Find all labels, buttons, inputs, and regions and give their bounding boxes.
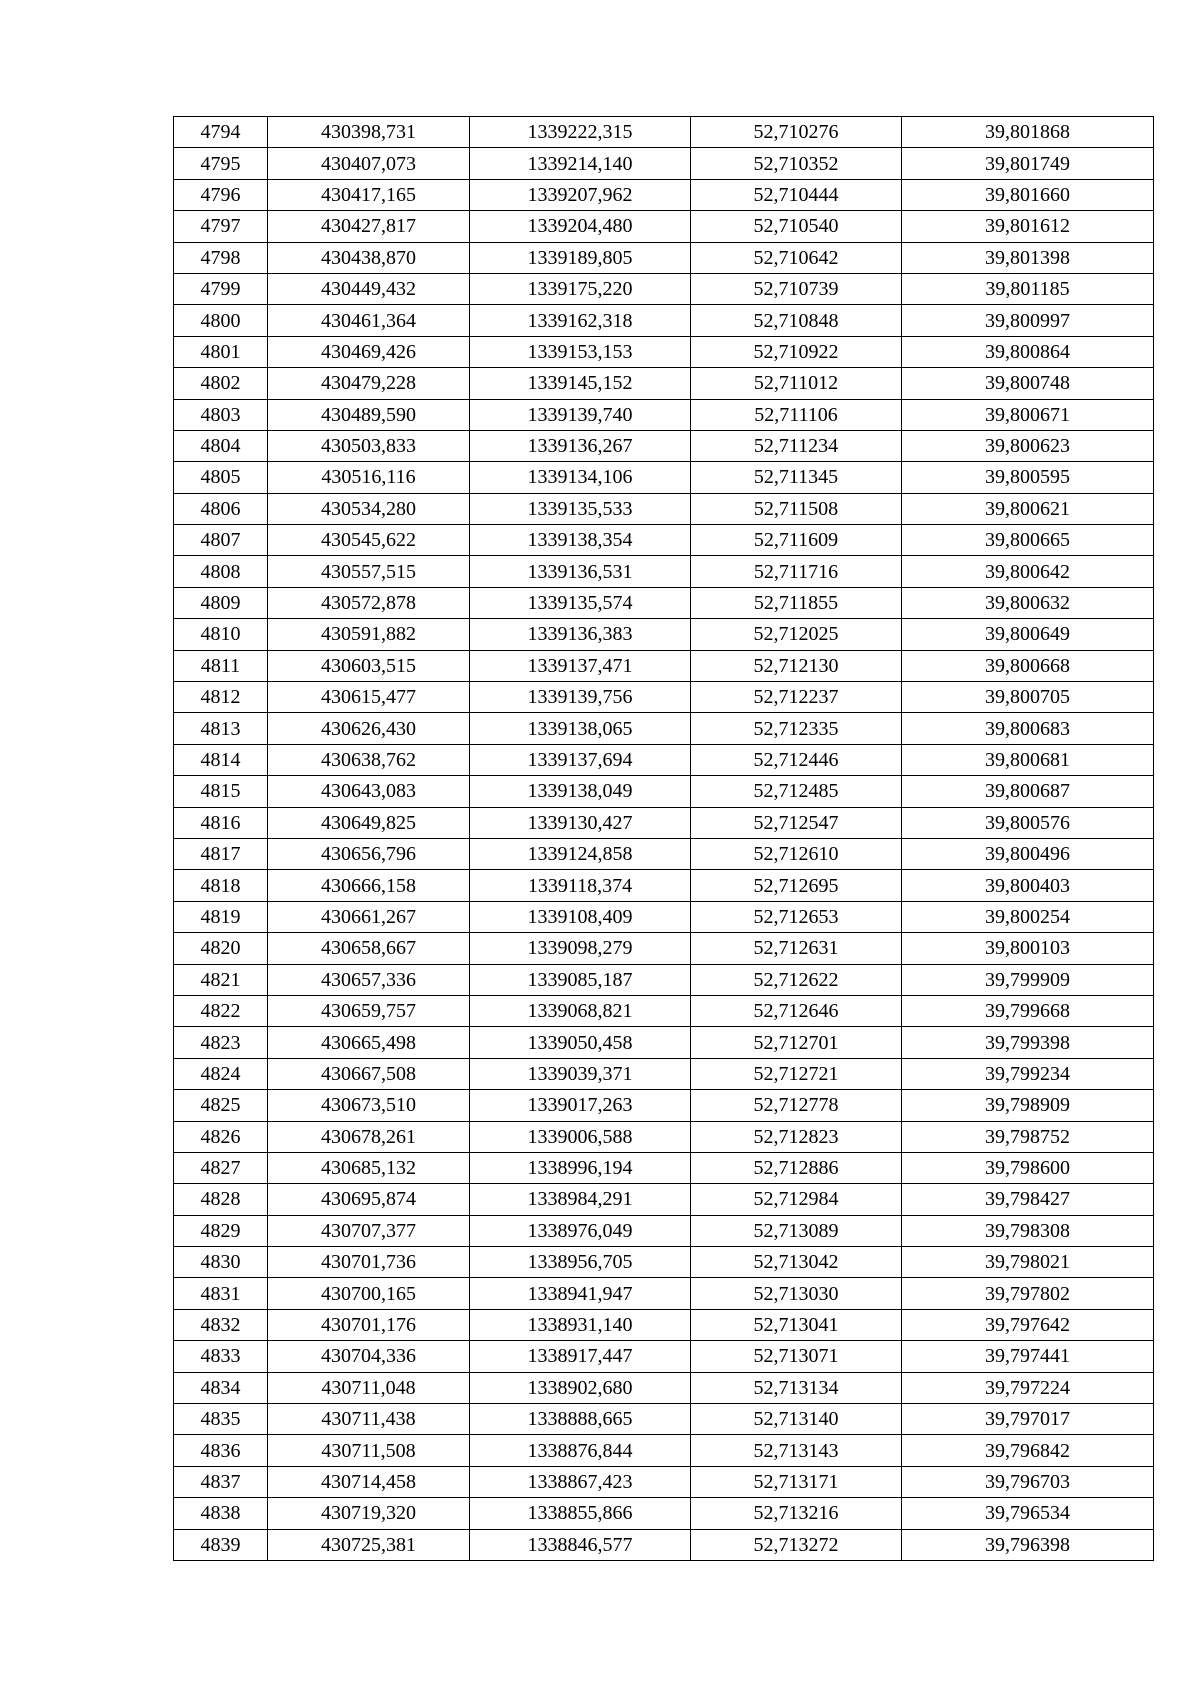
table-row xyxy=(174,964,1154,995)
point-number-cell: 4796 xyxy=(174,179,268,210)
latitude-cell: 52,710444 xyxy=(691,179,902,210)
latitude-cell: 52,713171 xyxy=(691,1466,902,1497)
longitude-cell: 39,797017 xyxy=(902,1404,1154,1435)
x-coordinate-cell: 430615,477 xyxy=(268,682,470,713)
longitude-cell: 39,800595 xyxy=(902,462,1154,493)
x-coordinate-cell: 430704,336 xyxy=(268,1341,470,1372)
y-coordinate-cell: 1339118,374 xyxy=(470,870,691,901)
latitude-cell: 52,712984 xyxy=(691,1184,902,1215)
y-coordinate-cell: 1339068,821 xyxy=(470,995,691,1026)
longitude-cell: 39,800576 xyxy=(902,807,1154,838)
point-number-cell: 4837 xyxy=(174,1466,268,1497)
point-number-cell: 4822 xyxy=(174,995,268,1026)
latitude-cell: 52,710922 xyxy=(691,336,902,367)
point-number-cell: 4794 xyxy=(174,117,268,148)
longitude-cell: 39,800403 xyxy=(902,870,1154,901)
longitude-cell: 39,801185 xyxy=(902,273,1154,304)
longitude-cell: 39,797642 xyxy=(902,1309,1154,1340)
table-row xyxy=(174,1278,1154,1309)
latitude-cell: 52,712886 xyxy=(691,1152,902,1183)
longitude-cell: 39,801868 xyxy=(902,117,1154,148)
longitude-cell: 39,798600 xyxy=(902,1152,1154,1183)
x-coordinate-cell: 430701,176 xyxy=(268,1309,470,1340)
latitude-cell: 52,711345 xyxy=(691,462,902,493)
longitude-cell: 39,796703 xyxy=(902,1466,1154,1497)
table-row xyxy=(174,1435,1154,1466)
point-number-cell: 4827 xyxy=(174,1152,268,1183)
y-coordinate-cell: 1339085,187 xyxy=(470,964,691,995)
x-coordinate-cell: 430665,498 xyxy=(268,1027,470,1058)
point-number-cell: 4834 xyxy=(174,1372,268,1403)
x-coordinate-cell: 430659,757 xyxy=(268,995,470,1026)
x-coordinate-cell: 430685,132 xyxy=(268,1152,470,1183)
latitude-cell: 52,710642 xyxy=(691,242,902,273)
longitude-cell: 39,800665 xyxy=(902,525,1154,556)
latitude-cell: 52,712335 xyxy=(691,713,902,744)
table-row xyxy=(174,1090,1154,1121)
x-coordinate-cell: 430489,590 xyxy=(268,399,470,430)
x-coordinate-cell: 430557,515 xyxy=(268,556,470,587)
table-row xyxy=(174,870,1154,901)
x-coordinate-cell: 430427,817 xyxy=(268,211,470,242)
y-coordinate-cell: 1339175,220 xyxy=(470,273,691,304)
y-coordinate-cell: 1338931,140 xyxy=(470,1309,691,1340)
longitude-cell: 39,800632 xyxy=(902,587,1154,618)
table-row xyxy=(174,273,1154,304)
longitude-cell: 39,800748 xyxy=(902,368,1154,399)
table-row xyxy=(174,619,1154,650)
table-row xyxy=(174,242,1154,273)
table-row xyxy=(174,587,1154,618)
y-coordinate-cell: 1339137,694 xyxy=(470,744,691,775)
longitude-cell: 39,800683 xyxy=(902,713,1154,744)
point-number-cell: 4836 xyxy=(174,1435,268,1466)
x-coordinate-cell: 430638,762 xyxy=(268,744,470,775)
latitude-cell: 52,712622 xyxy=(691,964,902,995)
y-coordinate-cell: 1338855,866 xyxy=(470,1498,691,1529)
longitude-cell: 39,799668 xyxy=(902,995,1154,1026)
latitude-cell: 52,712237 xyxy=(691,682,902,713)
x-coordinate-cell: 430719,320 xyxy=(268,1498,470,1529)
y-coordinate-cell: 1338902,680 xyxy=(470,1372,691,1403)
y-coordinate-cell: 1339136,383 xyxy=(470,619,691,650)
x-coordinate-cell: 430417,165 xyxy=(268,179,470,210)
longitude-cell: 39,800668 xyxy=(902,650,1154,681)
y-coordinate-cell: 1339189,805 xyxy=(470,242,691,273)
point-number-cell: 4807 xyxy=(174,525,268,556)
point-number-cell: 4795 xyxy=(174,148,268,179)
y-coordinate-cell: 1339204,480 xyxy=(470,211,691,242)
y-coordinate-cell: 1339108,409 xyxy=(470,901,691,932)
latitude-cell: 52,711234 xyxy=(691,430,902,461)
x-coordinate-cell: 430673,510 xyxy=(268,1090,470,1121)
longitude-cell: 39,801749 xyxy=(902,148,1154,179)
latitude-cell: 52,712130 xyxy=(691,650,902,681)
x-coordinate-cell: 430479,228 xyxy=(268,368,470,399)
x-coordinate-cell: 430469,426 xyxy=(268,336,470,367)
longitude-cell: 39,797224 xyxy=(902,1372,1154,1403)
latitude-cell: 52,710848 xyxy=(691,305,902,336)
point-number-cell: 4819 xyxy=(174,901,268,932)
latitude-cell: 52,713042 xyxy=(691,1247,902,1278)
y-coordinate-cell: 1339145,152 xyxy=(470,368,691,399)
point-number-cell: 4806 xyxy=(174,493,268,524)
y-coordinate-cell: 1339136,267 xyxy=(470,430,691,461)
longitude-cell: 39,800642 xyxy=(902,556,1154,587)
longitude-cell: 39,798909 xyxy=(902,1090,1154,1121)
longitude-cell: 39,799234 xyxy=(902,1058,1154,1089)
longitude-cell: 39,800997 xyxy=(902,305,1154,336)
latitude-cell: 52,713030 xyxy=(691,1278,902,1309)
table-row xyxy=(174,525,1154,556)
latitude-cell: 52,711106 xyxy=(691,399,902,430)
longitude-cell: 39,800649 xyxy=(902,619,1154,650)
table-row xyxy=(174,1466,1154,1497)
x-coordinate-cell: 430666,158 xyxy=(268,870,470,901)
x-coordinate-cell: 430534,280 xyxy=(268,493,470,524)
longitude-cell: 39,796842 xyxy=(902,1435,1154,1466)
y-coordinate-cell: 1339130,427 xyxy=(470,807,691,838)
latitude-cell: 52,712646 xyxy=(691,995,902,1026)
x-coordinate-cell: 430545,622 xyxy=(268,525,470,556)
table-row xyxy=(174,179,1154,210)
longitude-cell: 39,799398 xyxy=(902,1027,1154,1058)
table-row xyxy=(174,1215,1154,1246)
latitude-cell: 52,712631 xyxy=(691,933,902,964)
point-number-cell: 4801 xyxy=(174,336,268,367)
x-coordinate-cell: 430603,515 xyxy=(268,650,470,681)
longitude-cell: 39,801398 xyxy=(902,242,1154,273)
latitude-cell: 52,711508 xyxy=(691,493,902,524)
latitude-cell: 52,713089 xyxy=(691,1215,902,1246)
table-row xyxy=(174,1152,1154,1183)
latitude-cell: 52,713071 xyxy=(691,1341,902,1372)
x-coordinate-cell: 430516,116 xyxy=(268,462,470,493)
table-row xyxy=(174,901,1154,932)
table-row xyxy=(174,556,1154,587)
point-number-cell: 4833 xyxy=(174,1341,268,1372)
x-coordinate-cell: 430572,878 xyxy=(268,587,470,618)
x-coordinate-cell: 430678,261 xyxy=(268,1121,470,1152)
latitude-cell: 52,712721 xyxy=(691,1058,902,1089)
longitude-cell: 39,801612 xyxy=(902,211,1154,242)
table-row xyxy=(174,838,1154,869)
point-number-cell: 4814 xyxy=(174,744,268,775)
y-coordinate-cell: 1339222,315 xyxy=(470,117,691,148)
y-coordinate-cell: 1339136,531 xyxy=(470,556,691,587)
x-coordinate-cell: 430714,458 xyxy=(268,1466,470,1497)
coordinate-table xyxy=(173,116,1154,1561)
latitude-cell: 52,710739 xyxy=(691,273,902,304)
point-number-cell: 4828 xyxy=(174,1184,268,1215)
point-number-cell: 4838 xyxy=(174,1498,268,1529)
latitude-cell: 52,713216 xyxy=(691,1498,902,1529)
point-number-cell: 4799 xyxy=(174,273,268,304)
y-coordinate-cell: 1338876,844 xyxy=(470,1435,691,1466)
point-number-cell: 4824 xyxy=(174,1058,268,1089)
longitude-cell: 39,800621 xyxy=(902,493,1154,524)
longitude-cell: 39,797802 xyxy=(902,1278,1154,1309)
y-coordinate-cell: 1339135,533 xyxy=(470,493,691,524)
point-number-cell: 4809 xyxy=(174,587,268,618)
point-number-cell: 4797 xyxy=(174,211,268,242)
table-row xyxy=(174,211,1154,242)
y-coordinate-cell: 1339135,574 xyxy=(470,587,691,618)
x-coordinate-cell: 430657,336 xyxy=(268,964,470,995)
table-row xyxy=(174,305,1154,336)
y-coordinate-cell: 1339124,858 xyxy=(470,838,691,869)
table-row xyxy=(174,1184,1154,1215)
x-coordinate-cell: 430649,825 xyxy=(268,807,470,838)
point-number-cell: 4813 xyxy=(174,713,268,744)
latitude-cell: 52,713272 xyxy=(691,1529,902,1560)
table-row xyxy=(174,1027,1154,1058)
point-number-cell: 4830 xyxy=(174,1247,268,1278)
point-number-cell: 4832 xyxy=(174,1309,268,1340)
longitude-cell: 39,801660 xyxy=(902,179,1154,210)
x-coordinate-cell: 430725,381 xyxy=(268,1529,470,1560)
point-number-cell: 4818 xyxy=(174,870,268,901)
table-row xyxy=(174,682,1154,713)
point-number-cell: 4803 xyxy=(174,399,268,430)
latitude-cell: 52,710352 xyxy=(691,148,902,179)
x-coordinate-cell: 430407,073 xyxy=(268,148,470,179)
longitude-cell: 39,796398 xyxy=(902,1529,1154,1560)
y-coordinate-cell: 1339138,354 xyxy=(470,525,691,556)
table-row xyxy=(174,148,1154,179)
x-coordinate-cell: 430656,796 xyxy=(268,838,470,869)
x-coordinate-cell: 430503,833 xyxy=(268,430,470,461)
y-coordinate-cell: 1339214,140 xyxy=(470,148,691,179)
table-row xyxy=(174,1121,1154,1152)
point-number-cell: 4798 xyxy=(174,242,268,273)
latitude-cell: 52,713143 xyxy=(691,1435,902,1466)
x-coordinate-cell: 430711,048 xyxy=(268,1372,470,1403)
y-coordinate-cell: 1339153,153 xyxy=(470,336,691,367)
y-coordinate-cell: 1338984,291 xyxy=(470,1184,691,1215)
y-coordinate-cell: 1339137,471 xyxy=(470,650,691,681)
y-coordinate-cell: 1338996,194 xyxy=(470,1152,691,1183)
latitude-cell: 52,713140 xyxy=(691,1404,902,1435)
longitude-cell: 39,800254 xyxy=(902,901,1154,932)
point-number-cell: 4825 xyxy=(174,1090,268,1121)
table-row xyxy=(174,713,1154,744)
latitude-cell: 52,712695 xyxy=(691,870,902,901)
point-number-cell: 4821 xyxy=(174,964,268,995)
table-row xyxy=(174,1404,1154,1435)
table-row xyxy=(174,807,1154,838)
y-coordinate-cell: 1338846,577 xyxy=(470,1529,691,1560)
longitude-cell: 39,800687 xyxy=(902,776,1154,807)
y-coordinate-cell: 1339006,588 xyxy=(470,1121,691,1152)
table-row xyxy=(174,430,1154,461)
x-coordinate-cell: 430707,377 xyxy=(268,1215,470,1246)
latitude-cell: 52,710540 xyxy=(691,211,902,242)
point-number-cell: 4812 xyxy=(174,682,268,713)
y-coordinate-cell: 1339098,279 xyxy=(470,933,691,964)
latitude-cell: 52,712610 xyxy=(691,838,902,869)
latitude-cell: 52,713041 xyxy=(691,1309,902,1340)
coordinate-table-body xyxy=(174,117,1154,1561)
y-coordinate-cell: 1339134,106 xyxy=(470,462,691,493)
x-coordinate-cell: 430438,870 xyxy=(268,242,470,273)
y-coordinate-cell: 1339207,962 xyxy=(470,179,691,210)
latitude-cell: 52,711716 xyxy=(691,556,902,587)
y-coordinate-cell: 1339162,318 xyxy=(470,305,691,336)
point-number-cell: 4804 xyxy=(174,430,268,461)
x-coordinate-cell: 430701,736 xyxy=(268,1247,470,1278)
table-row xyxy=(174,744,1154,775)
longitude-cell: 39,797441 xyxy=(902,1341,1154,1372)
table-row xyxy=(174,776,1154,807)
longitude-cell: 39,800103 xyxy=(902,933,1154,964)
point-number-cell: 4800 xyxy=(174,305,268,336)
longitude-cell: 39,796534 xyxy=(902,1498,1154,1529)
table-row xyxy=(174,368,1154,399)
x-coordinate-cell: 430449,432 xyxy=(268,273,470,304)
latitude-cell: 52,712547 xyxy=(691,807,902,838)
point-number-cell: 4831 xyxy=(174,1278,268,1309)
table-row xyxy=(174,117,1154,148)
y-coordinate-cell: 1339017,263 xyxy=(470,1090,691,1121)
longitude-cell: 39,800496 xyxy=(902,838,1154,869)
y-coordinate-cell: 1339138,049 xyxy=(470,776,691,807)
latitude-cell: 52,710276 xyxy=(691,117,902,148)
table-row xyxy=(174,933,1154,964)
point-number-cell: 4810 xyxy=(174,619,268,650)
x-coordinate-cell: 430695,874 xyxy=(268,1184,470,1215)
longitude-cell: 39,798308 xyxy=(902,1215,1154,1246)
point-number-cell: 4817 xyxy=(174,838,268,869)
x-coordinate-cell: 430667,508 xyxy=(268,1058,470,1089)
longitude-cell: 39,798752 xyxy=(902,1121,1154,1152)
y-coordinate-cell: 1338941,947 xyxy=(470,1278,691,1309)
latitude-cell: 52,712446 xyxy=(691,744,902,775)
point-number-cell: 4829 xyxy=(174,1215,268,1246)
latitude-cell: 52,711855 xyxy=(691,587,902,618)
table-row xyxy=(174,462,1154,493)
latitude-cell: 52,712653 xyxy=(691,901,902,932)
x-coordinate-cell: 430398,731 xyxy=(268,117,470,148)
table-row xyxy=(174,1498,1154,1529)
point-number-cell: 4826 xyxy=(174,1121,268,1152)
y-coordinate-cell: 1339050,458 xyxy=(470,1027,691,1058)
x-coordinate-cell: 430591,882 xyxy=(268,619,470,650)
y-coordinate-cell: 1338917,447 xyxy=(470,1341,691,1372)
table-row xyxy=(174,1529,1154,1560)
latitude-cell: 52,713134 xyxy=(691,1372,902,1403)
longitude-cell: 39,800705 xyxy=(902,682,1154,713)
x-coordinate-cell: 430661,267 xyxy=(268,901,470,932)
latitude-cell: 52,711609 xyxy=(691,525,902,556)
y-coordinate-cell: 1339039,371 xyxy=(470,1058,691,1089)
longitude-cell: 39,800681 xyxy=(902,744,1154,775)
latitude-cell: 52,712823 xyxy=(691,1121,902,1152)
x-coordinate-cell: 430700,165 xyxy=(268,1278,470,1309)
table-row xyxy=(174,493,1154,524)
point-number-cell: 4835 xyxy=(174,1404,268,1435)
longitude-cell: 39,800671 xyxy=(902,399,1154,430)
latitude-cell: 52,712485 xyxy=(691,776,902,807)
y-coordinate-cell: 1338956,705 xyxy=(470,1247,691,1278)
point-number-cell: 4839 xyxy=(174,1529,268,1560)
point-number-cell: 4815 xyxy=(174,776,268,807)
table-row xyxy=(174,1341,1154,1372)
point-number-cell: 4802 xyxy=(174,368,268,399)
y-coordinate-cell: 1339139,756 xyxy=(470,682,691,713)
x-coordinate-cell: 430643,083 xyxy=(268,776,470,807)
longitude-cell: 39,798021 xyxy=(902,1247,1154,1278)
x-coordinate-cell: 430658,667 xyxy=(268,933,470,964)
table-row xyxy=(174,995,1154,1026)
point-number-cell: 4816 xyxy=(174,807,268,838)
longitude-cell: 39,800864 xyxy=(902,336,1154,367)
y-coordinate-cell: 1339139,740 xyxy=(470,399,691,430)
y-coordinate-cell: 1338976,049 xyxy=(470,1215,691,1246)
y-coordinate-cell: 1338867,423 xyxy=(470,1466,691,1497)
table-row xyxy=(174,1058,1154,1089)
latitude-cell: 52,712701 xyxy=(691,1027,902,1058)
latitude-cell: 52,712025 xyxy=(691,619,902,650)
longitude-cell: 39,799909 xyxy=(902,964,1154,995)
table-row xyxy=(174,1309,1154,1340)
x-coordinate-cell: 430711,438 xyxy=(268,1404,470,1435)
x-coordinate-cell: 430711,508 xyxy=(268,1435,470,1466)
point-number-cell: 4808 xyxy=(174,556,268,587)
longitude-cell: 39,800623 xyxy=(902,430,1154,461)
y-coordinate-cell: 1338888,665 xyxy=(470,1404,691,1435)
table-row xyxy=(174,650,1154,681)
table-row xyxy=(174,399,1154,430)
y-coordinate-cell: 1339138,065 xyxy=(470,713,691,744)
table-row xyxy=(174,1372,1154,1403)
table-row xyxy=(174,1247,1154,1278)
x-coordinate-cell: 430626,430 xyxy=(268,713,470,744)
table-row xyxy=(174,336,1154,367)
point-number-cell: 4805 xyxy=(174,462,268,493)
point-number-cell: 4811 xyxy=(174,650,268,681)
latitude-cell: 52,712778 xyxy=(691,1090,902,1121)
longitude-cell: 39,798427 xyxy=(902,1184,1154,1215)
point-number-cell: 4823 xyxy=(174,1027,268,1058)
latitude-cell: 52,711012 xyxy=(691,368,902,399)
point-number-cell: 4820 xyxy=(174,933,268,964)
x-coordinate-cell: 430461,364 xyxy=(268,305,470,336)
